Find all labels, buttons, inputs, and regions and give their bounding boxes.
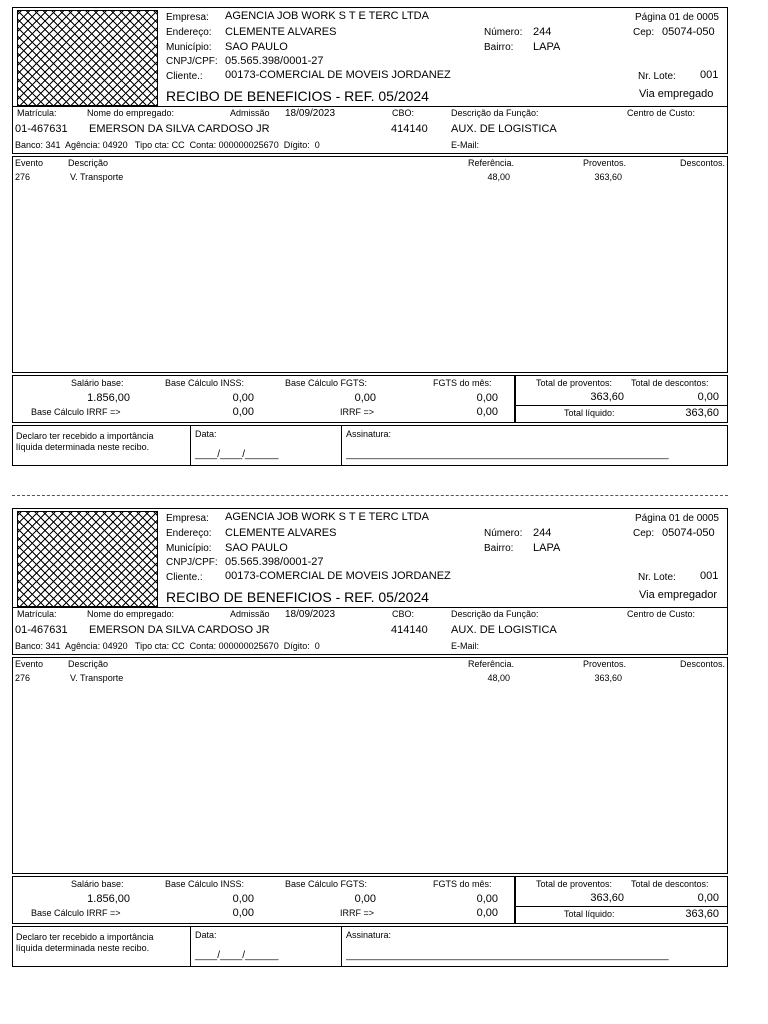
via-text: Via empregador <box>639 589 718 601</box>
fgts-mes-label: FGTS do mês: <box>433 378 492 388</box>
header-box <box>12 508 728 608</box>
date-divider <box>190 927 191 966</box>
centro-label: Centro de Custo: <box>627 609 696 619</box>
cliente-label: Cliente.: <box>166 572 203 583</box>
salario-value: 1.856,00 <box>87 392 130 404</box>
cnpj-value: 05.565.398/0001-27 <box>225 556 324 568</box>
matricula-label: Matrícula: <box>17 108 57 118</box>
admissao-value: 18/09/2023 <box>285 609 336 620</box>
centro-label: Centro de Custo: <box>627 108 696 118</box>
empresa-label: Empresa: <box>166 513 209 524</box>
liquido-label: Total líquido: <box>564 909 615 919</box>
signature-box <box>12 425 728 466</box>
cbo-label: CBO: <box>392 609 415 619</box>
items-box <box>12 156 728 373</box>
cep-value: 05074-050 <box>662 527 715 539</box>
tot-desc-value: 0,00 <box>697 892 719 904</box>
liquido-label: Total líquido: <box>564 408 615 418</box>
fgts-label: Base Cálculo FGTS: <box>285 879 368 889</box>
fgts-value: 0,00 <box>354 893 376 905</box>
empresa-value: AGENCIA JOB WORK S T E TERC LTDA <box>225 511 429 523</box>
funcao-value: AUX. DE LOGISTICA <box>451 624 557 636</box>
cliente-value: 00173-COMERCIAL DE MOVEIS JORDANEZ <box>225 69 451 81</box>
header-referencia: Referência. <box>467 659 514 669</box>
signature-field[interactable]: __________________________________________________________ <box>346 450 669 460</box>
empresa-label: Empresa: <box>166 12 209 23</box>
inss-label: Base Cálculo INSS: <box>165 879 245 889</box>
admissao-label: Admissão <box>230 108 270 118</box>
net-totals-box <box>515 375 728 423</box>
inss-value: 0,00 <box>232 893 254 905</box>
irrf-value: 0,00 <box>232 406 254 418</box>
endereco-label: Endereço: <box>166 528 212 539</box>
declaro-line2: líquida determinada neste recibo. <box>16 943 150 953</box>
liquido-value: 363,60 <box>685 407 719 419</box>
row-proventos: 363,60 <box>594 172 622 182</box>
cep-value: 05074-050 <box>662 26 715 38</box>
cliente-value: 00173-COMERCIAL DE MOVEIS JORDANEZ <box>225 570 451 582</box>
items-box <box>12 657 728 874</box>
bairro-label: Bairro: <box>484 543 514 554</box>
fgts-mes-value: 0,00 <box>476 893 498 905</box>
cut-line <box>12 495 728 496</box>
employee-box <box>12 607 728 655</box>
header-box <box>12 7 728 107</box>
declaro-line2: líquida determinada neste recibo. <box>16 442 150 452</box>
net-totals-box <box>515 876 728 924</box>
assinatura-label: Assinatura: <box>346 429 392 439</box>
email-label: E-Mail: <box>451 641 480 651</box>
header-descontos: Descontos. <box>679 158 725 168</box>
matricula-value: 01-467631 <box>15 624 68 636</box>
row-referencia: 48,00 <box>487 673 510 683</box>
irrf2-value: 0,00 <box>476 907 498 919</box>
header-evento: Evento <box>15 158 44 168</box>
header-referencia: Referência. <box>467 158 514 168</box>
header-descricao: Descrição <box>68 158 109 168</box>
endereco-value: CLEMENTE ALVARES <box>225 527 337 539</box>
pagina-text: Página 01 de 0005 <box>635 12 719 23</box>
empresa-value: AGENCIA JOB WORK S T E TERC LTDA <box>225 10 429 22</box>
totals-box <box>12 375 515 423</box>
fgts-value: 0,00 <box>354 392 376 404</box>
company-logo <box>17 511 158 607</box>
cnpj-label: CNPJ/CPF: <box>166 557 218 568</box>
totals-box <box>12 876 515 924</box>
funcao-value: AUX. DE LOGISTICA <box>451 123 557 135</box>
cbo-value: 414140 <box>391 123 428 135</box>
header-descricao: Descrição <box>68 659 109 669</box>
lote-value: 001 <box>700 69 719 81</box>
tot-prov-value: 363,60 <box>590 892 624 904</box>
lote-label: Nr. Lote: <box>638 572 676 583</box>
admissao-value: 18/09/2023 <box>285 108 336 119</box>
header-descontos: Descontos. <box>679 659 725 669</box>
funcao-label: Descrição da Função: <box>451 609 539 619</box>
numero-value: 244 <box>533 527 552 539</box>
endereco-label: Endereço: <box>166 27 212 38</box>
signature-box <box>12 926 728 967</box>
data-label: Data: <box>195 429 217 439</box>
row-referencia: 48,00 <box>487 172 510 182</box>
signature-divider <box>341 426 342 465</box>
irrf2-label: IRRF => <box>340 407 375 417</box>
municipio-label: Município: <box>166 543 212 554</box>
receipt-title: RECIBO DE BENEFICIOS - REF. 05/2024 <box>166 88 429 104</box>
data-label: Data: <box>195 930 217 940</box>
numero-label: Número: <box>484 27 523 38</box>
row-descricao: V. Transporte <box>70 673 124 683</box>
company-logo <box>17 10 158 106</box>
inss-value: 0,00 <box>232 392 254 404</box>
bairro-value: LAPA <box>533 542 561 554</box>
nome-value: EMERSON DA SILVA CARDOSO JR <box>89 624 270 636</box>
cliente-label: Cliente.: <box>166 71 203 82</box>
tot-prov-value: 363,60 <box>590 391 624 403</box>
numero-value: 244 <box>533 26 552 38</box>
cbo-label: CBO: <box>392 108 415 118</box>
irrf2-value: 0,00 <box>476 406 498 418</box>
bank-info: Banco: 341 Agência: 04920 Tipo cta: CC Conta: 000000025670 Dígito: 0 <box>15 641 320 651</box>
nome-label: Nome do empregado: <box>87 609 175 619</box>
irrf-label: Base Cálculo IRRF => <box>31 908 121 918</box>
bairro-label: Bairro: <box>484 42 514 53</box>
fgts-mes-value: 0,00 <box>476 392 498 404</box>
row-descricao: V. Transporte <box>70 172 124 182</box>
municipio-value: SAO PAULO <box>225 41 288 53</box>
row-evento: 276 <box>15 172 31 182</box>
salario-label: Salário base: <box>71 378 124 388</box>
tot-prov-label: Total de proventos: <box>536 378 613 388</box>
irrf-label: Base Cálculo IRRF => <box>31 407 121 417</box>
lote-value: 001 <box>700 570 719 582</box>
tot-desc-label: Total de descontos: <box>631 879 709 889</box>
bank-info: Banco: 341 Agência: 04920 Tipo cta: CC Conta: 000000025670 Dígito: 0 <box>15 140 320 150</box>
header-evento: Evento <box>15 659 44 669</box>
lote-label: Nr. Lote: <box>638 71 676 82</box>
assinatura-label: Assinatura: <box>346 930 392 940</box>
via-text: Via empregado <box>639 88 714 100</box>
date-divider <box>190 426 191 465</box>
fgts-label: Base Cálculo FGTS: <box>285 378 368 388</box>
salario-label: Salário base: <box>71 879 124 889</box>
nome-label: Nome do empregado: <box>87 108 175 118</box>
pagina-text: Página 01 de 0005 <box>635 513 719 524</box>
net-divider <box>516 405 727 406</box>
endereco-value: CLEMENTE ALVARES <box>225 26 337 38</box>
signature-divider <box>341 927 342 966</box>
net-divider <box>516 906 727 907</box>
cnpj-label: CNPJ/CPF: <box>166 56 218 67</box>
funcao-label: Descrição da Função: <box>451 108 539 118</box>
date-field[interactable]: ____/____/______ <box>195 449 279 460</box>
cnpj-value: 05.565.398/0001-27 <box>225 55 324 67</box>
municipio-value: SAO PAULO <box>225 542 288 554</box>
declaro-line1: Declaro ter recebido a importância <box>16 932 154 942</box>
admissao-label: Admissão <box>230 609 270 619</box>
email-label: E-Mail: <box>451 140 480 150</box>
tot-desc-value: 0,00 <box>697 391 719 403</box>
row-evento: 276 <box>15 673 31 683</box>
tot-desc-label: Total de descontos: <box>631 378 709 388</box>
header-proventos: Proventos. <box>582 158 626 168</box>
nome-value: EMERSON DA SILVA CARDOSO JR <box>89 123 270 135</box>
receipt-employer-copy <box>12 508 728 968</box>
salario-value: 1.856,00 <box>87 893 130 905</box>
irrf-value: 0,00 <box>232 907 254 919</box>
irrf2-label: IRRF => <box>340 908 375 918</box>
cep-label: Cep: <box>633 27 655 38</box>
matricula-value: 01-467631 <box>15 123 68 135</box>
receipt-employee-copy <box>12 7 728 467</box>
fgts-mes-label: FGTS do mês: <box>433 879 492 889</box>
municipio-label: Município: <box>166 42 212 53</box>
inss-label: Base Cálculo INSS: <box>165 378 245 388</box>
receipt-title: RECIBO DE BENEFICIOS - REF. 05/2024 <box>166 589 429 605</box>
employee-box <box>12 106 728 154</box>
row-proventos: 363,60 <box>594 673 622 683</box>
matricula-label: Matrícula: <box>17 609 57 619</box>
header-proventos: Proventos. <box>582 659 626 669</box>
numero-label: Número: <box>484 528 523 539</box>
cep-label: Cep: <box>633 528 655 539</box>
cbo-value: 414140 <box>391 624 428 636</box>
date-field[interactable]: ____/____/______ <box>195 950 279 961</box>
bairro-value: LAPA <box>533 41 561 53</box>
signature-field[interactable]: __________________________________________________________ <box>346 951 669 961</box>
tot-prov-label: Total de proventos: <box>536 879 613 889</box>
declaro-line1: Declaro ter recebido a importância <box>16 431 154 441</box>
liquido-value: 363,60 <box>685 908 719 920</box>
